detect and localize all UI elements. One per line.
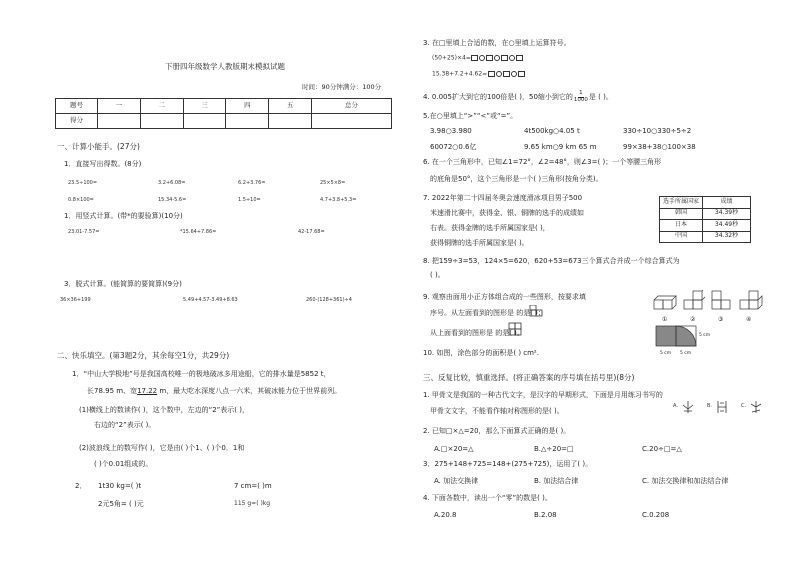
dimension-label: 5 cm xyxy=(680,351,692,356)
section1-title: 一、计算小能手。(27分) xyxy=(57,142,140,151)
score-table xyxy=(55,98,392,129)
q6-line1: 6. 在一个三角形中，已知∠1=72°，∠2=48°，则∠3=( )；一个等腰三角形 xyxy=(423,158,662,166)
blank-circle[interactable] xyxy=(496,71,502,77)
unit-conv: 1t30 kg=( )t xyxy=(98,482,142,490)
choice-option[interactable]: C.0.208 xyxy=(642,511,670,519)
text-fragment: 长78.95 m、宽 xyxy=(87,387,138,395)
score-cell: 一 xyxy=(98,99,141,114)
score-cell[interactable] xyxy=(226,114,269,129)
q5-title: 5.在○里填上“>”“<”或“=”。 xyxy=(423,112,518,120)
table-cell: 34.32秒 xyxy=(703,231,751,243)
fraction-numerator: 1 xyxy=(579,90,583,96)
q7-line2: 米速滑比赛中，获得金、银、铜牌的选手的成绩如 xyxy=(430,209,584,217)
choice-option[interactable]: A.20.8 xyxy=(434,511,457,519)
calc-item: 15.34-5.6= xyxy=(158,197,187,203)
oracle-char-a-icon xyxy=(681,400,695,414)
score-cell[interactable] xyxy=(269,114,312,129)
s1-q1-title: 1．直接写出得数。(8分) xyxy=(64,160,142,168)
choice-option[interactable]: B.△÷20=□ xyxy=(534,445,574,453)
calc-item: 6.2+3.76= xyxy=(238,180,266,186)
choice-option[interactable]: C.20÷□=△ xyxy=(642,445,682,453)
fraction-denominator: 1000 xyxy=(573,96,588,103)
score-cell[interactable] xyxy=(98,114,141,129)
calc-item: 3.2+6.08= xyxy=(158,180,186,186)
s2-q1-line1: 1．“中山大学极地”号是我国高校唯一的极地破冰多用途船，它的排水量是5852 t， xyxy=(72,370,331,378)
dimension-label: 5 cm xyxy=(660,351,672,356)
choice-option[interactable]: A. 加法交换律 xyxy=(434,477,479,485)
text-fragment: 4. 0.005扩大到它的100倍是( )，50缩小到它的 xyxy=(423,93,573,101)
s2-q1-line2 xyxy=(87,387,341,395)
s2-q1-sub2a: (2)波浪线上的数写作( )，它是由( )个1、( )个0．1和 xyxy=(79,444,245,452)
q9-line2: 序号。从左面看到的图形是 的是( )； xyxy=(430,309,545,317)
score-cell: 三 xyxy=(183,99,226,114)
unit-conv: 7 cm=( )m xyxy=(234,482,272,490)
score-cell: 总分 xyxy=(312,99,392,114)
unit-conv: 115 g=( )kg xyxy=(234,500,271,507)
score-cell: 二 xyxy=(140,99,183,114)
score-cell: 四 xyxy=(226,99,269,114)
s2-q1-sub2b: ( )个0.01组成的。 xyxy=(94,460,153,468)
shaded-area-figure xyxy=(654,320,724,362)
q6-line2: 的底角是50°，这个三角形是一个( )三角形(按角分类)。 xyxy=(430,175,603,183)
figure-label: ④ xyxy=(746,316,752,323)
score-table-row xyxy=(56,99,392,114)
compare-item: 99×38+38○100×38 xyxy=(623,143,696,151)
text-fragment: m，最大吃水深度八点一六米，其破冰能力位于世界前列。 xyxy=(157,387,342,395)
table-cell: 韩国 xyxy=(660,208,703,220)
table-cell: 34.49秒 xyxy=(703,220,751,232)
score-table-row xyxy=(56,114,392,129)
choice-option[interactable]: B. 加法结合律 xyxy=(534,477,579,485)
score-cell: 得分 xyxy=(56,114,98,129)
oracle-char-c-icon xyxy=(749,400,763,414)
olympic-results-table xyxy=(659,196,751,243)
blank-circle[interactable] xyxy=(509,55,515,61)
table-header-cell: 成绩 xyxy=(703,197,751,209)
s3-q2: 2. 已知□×△=20，那么下面算式正确的是( )。 xyxy=(423,427,571,435)
option-label: C. xyxy=(741,403,747,409)
text-fragment: 是 ( )。 xyxy=(588,93,613,101)
blank-circle[interactable] xyxy=(479,55,485,61)
section2-title: 二、快乐填空。(第3题2分，其余每空1分，共29分) xyxy=(57,351,230,360)
calc-item: 260-(128+361)÷4 xyxy=(306,297,352,303)
calc-item: 0.8×100= xyxy=(68,197,94,203)
calc-item: 5.49+4.57-3.49+8.63 xyxy=(183,297,238,303)
table-header-row xyxy=(660,197,751,209)
choice-option[interactable]: C. 加法交换律和加法结合律 xyxy=(642,477,729,485)
choice-option[interactable]: A.□×20=△ xyxy=(434,445,474,453)
table-row xyxy=(660,208,751,220)
calc-item: 25×5×8= xyxy=(320,180,346,186)
q3-line2 xyxy=(432,71,525,78)
s3-q4: 4. 下面各数中，读出一个“零”的数是( )。 xyxy=(423,494,552,502)
blank-box[interactable] xyxy=(516,55,523,61)
q3-line1 xyxy=(432,55,524,62)
figure-label: ① xyxy=(662,316,668,323)
s1-q2-title: 1．用竖式计算。(带*的要验算)(10分) xyxy=(64,212,183,220)
s3-q1-line1: 1. 甲骨文是我国的一种古代文字，是汉字的早期形式，下面是月用练习书写的 xyxy=(423,391,663,399)
q9-line3: 从上面看到的图形是 的是( )。 xyxy=(430,329,524,337)
q7-line3: 右表。获得金牌的选手所属国家是( )， xyxy=(430,224,550,232)
compare-item: 60072○0.6亿 xyxy=(430,143,477,151)
figure-label: ② xyxy=(690,316,696,323)
option-label: B. xyxy=(707,403,713,409)
option-label: A. xyxy=(673,403,678,409)
s3-q3: 3．275+148+725=148+(275+725)，运用了( )。 xyxy=(423,460,593,468)
right-column xyxy=(423,0,768,562)
calc-item: 23.5÷100= xyxy=(68,180,98,186)
choice-option[interactable]: B.2.08 xyxy=(534,511,557,519)
score-cell: 题号 xyxy=(56,99,98,114)
blank-box[interactable] xyxy=(518,71,525,77)
calc-item: 42-17.68= xyxy=(298,229,325,235)
q8-line2: ( )。 xyxy=(430,271,445,279)
oracle-char-b-icon xyxy=(715,400,729,414)
calc-item: 23.01-7.57= xyxy=(68,229,100,235)
q8-line1: 8. 把159÷3=53，124×5=620，620+53=673三个算式合并成一个综合算式为 xyxy=(423,257,680,265)
underlined-number: 17.22 xyxy=(137,387,158,395)
top-view-shape-icon xyxy=(508,322,524,336)
blank-circle[interactable] xyxy=(511,71,517,77)
page-title: 下册四年级数学人教版期末模拟试题 xyxy=(165,62,285,71)
s2-q2-num: 2． xyxy=(75,482,87,490)
compare-item: 3.98○3.980 xyxy=(430,127,472,135)
compare-item: 330÷10○330÷5÷2 xyxy=(623,127,692,135)
blank-circle[interactable] xyxy=(494,55,500,61)
score-cell: 五 xyxy=(269,99,312,114)
q4 xyxy=(423,91,613,103)
left-column xyxy=(55,0,395,562)
blank-box[interactable] xyxy=(501,55,508,61)
calc-item: *15.64+7.86= xyxy=(180,229,217,235)
expr: 15.38+7.2+4.62= xyxy=(432,70,488,78)
compare-item: 4t500kg○4.05 t xyxy=(524,127,580,135)
compare-item: 9.65 km○9 km 65 m xyxy=(524,143,597,151)
q3-title: 3. 在□里填上合适的数，在○里填上运算符号。 xyxy=(423,39,571,47)
blank-box[interactable] xyxy=(471,55,478,61)
figure-label: ③ xyxy=(718,316,724,323)
s2-q1-sub1b: 右边的“2”表示( )。 xyxy=(94,421,156,429)
q9-line1: 9. 观察由面用小正方体组合成的一些图形，按要求填 xyxy=(423,293,586,301)
q7-line1: 7. 2022年第二十四届冬奥会速度滑冰项目男子500 xyxy=(423,194,583,202)
expr: (50+25)×4= xyxy=(432,54,471,62)
fraction xyxy=(574,91,588,103)
left-view-shape-icon xyxy=(529,305,545,317)
blank-box[interactable] xyxy=(503,71,510,77)
calc-item: 36×36+199 xyxy=(60,297,91,303)
table-cell: 日本 xyxy=(660,220,703,232)
score-cell[interactable] xyxy=(140,114,183,129)
table-header-cell: 选手所属国家 xyxy=(660,197,703,209)
blank-box[interactable] xyxy=(488,71,495,77)
calc-item: 4.7+3.8+5.3= xyxy=(320,197,357,203)
dimension-label: 5 cm xyxy=(699,333,711,338)
table-row xyxy=(660,220,751,232)
score-cell[interactable] xyxy=(312,114,392,129)
calc-item: 1.5÷10= xyxy=(238,197,261,203)
q10-text: 10. 如图，涂色部分的面积是( ) cm². xyxy=(423,349,539,357)
s3-q1-line2: 甲骨文文字，不能看作轴对称图形的是( )。 xyxy=(430,407,564,415)
q7-line4: 获得铜牌的选手所属国家是( )。 xyxy=(430,239,529,247)
table-cell: 中国 xyxy=(660,231,703,243)
blank-box[interactable] xyxy=(486,55,493,61)
time-info: 时间：90分钟满分：100分 xyxy=(302,83,382,91)
section3-title: 三、反复比较，慎重选择。(将正确答案的序号填在括号里)(8分) xyxy=(423,373,635,382)
table-cell: 34.39秒 xyxy=(703,208,751,220)
table-row xyxy=(660,231,751,243)
s1-q3-title: 3．脱式计算。(能简算的要简算)(9分) xyxy=(64,280,182,288)
score-cell[interactable] xyxy=(183,114,226,129)
unit-conv: 2元5角= ( )元 xyxy=(98,500,144,508)
s2-q1-sub1a: (1)横线上的数读作( )，这个数中，左边的“2”表示( )， xyxy=(79,406,249,414)
